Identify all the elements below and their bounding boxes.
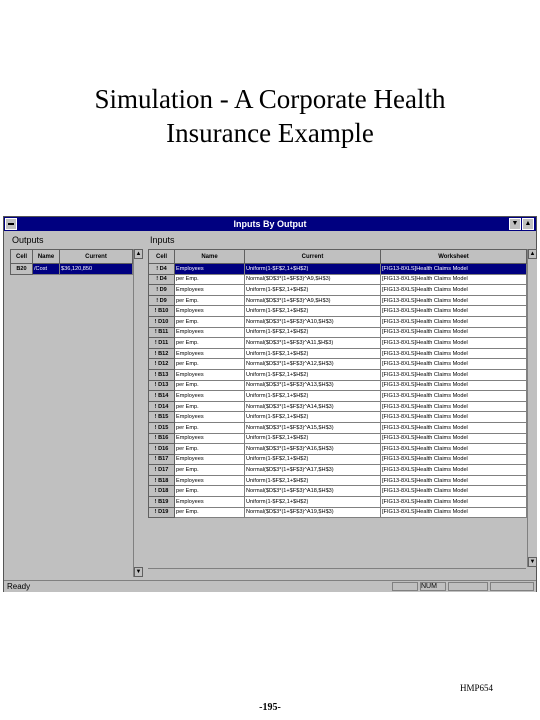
input-name[interactable]: Employees [175, 264, 245, 275]
input-current[interactable]: Uniform(1-$F$2,1+$H$2) [245, 285, 381, 296]
empty-cell [11, 534, 33, 544]
status-box [490, 582, 534, 591]
inputs-header-row [149, 250, 527, 264]
input-current[interactable]: Normal($D$3*(1+$F$3)^A12,$H$3) [245, 359, 381, 370]
input-worksheet[interactable]: [FIG13-8XLS]Health Claims Model [381, 295, 527, 306]
scroll-up-icon[interactable]: ▲ [135, 251, 142, 257]
empty-row [11, 284, 133, 294]
empty-row [11, 476, 133, 486]
empty-cell [33, 447, 60, 457]
input-worksheet[interactable]: [FIG13-8XLS]Health Claims Model [381, 359, 527, 370]
empty-cell [60, 486, 133, 496]
empty-cell [33, 274, 60, 284]
input-name[interactable]: per Emp. [175, 422, 245, 433]
footer-code: HMP654 [460, 683, 494, 693]
empty-cell [33, 562, 60, 572]
input-worksheet[interactable]: [FIG13-8XLS]Health Claims Model [381, 369, 527, 380]
empty-cell [11, 457, 33, 467]
empty-cell [11, 303, 33, 313]
table-row[interactable] [149, 264, 527, 275]
empty-cell [60, 476, 133, 486]
outputs-col-cell[interactable]: Cell [11, 250, 33, 264]
empty-row [11, 466, 133, 476]
scroll-down-icon[interactable]: ▼ [135, 569, 142, 575]
minimize-icon[interactable]: ▼ [509, 218, 521, 230]
scroll-up-icon[interactable]: ▲ [529, 251, 536, 257]
input-worksheet[interactable]: [FIG13-8XLS]Health Claims Model [381, 433, 527, 444]
input-cell[interactable]: ! B16 [149, 433, 175, 444]
empty-cell [11, 332, 33, 342]
empty-row [11, 562, 133, 572]
input-current[interactable]: Normal($D$3*(1+$F$3)^A13,$H$3) [245, 380, 381, 391]
empty-cell [11, 351, 33, 361]
input-cell[interactable]: ! D4 [149, 274, 175, 285]
input-current[interactable]: Normal($D$3*(1+$F$3)^A17,$H$3) [245, 465, 381, 476]
input-cell[interactable]: ! D12 [149, 359, 175, 370]
empty-cell [33, 371, 60, 381]
input-cell[interactable]: ! D9 [149, 285, 175, 296]
empty-cell [33, 399, 60, 409]
input-worksheet[interactable]: [FIG13-8XLS]Health Claims Model [381, 338, 527, 349]
empty-cell [11, 486, 33, 496]
outputs-header-row [11, 250, 133, 264]
input-current[interactable]: Normal($D$3*(1+$F$3)^A10,$H$3) [245, 316, 381, 327]
empty-cell [11, 476, 33, 486]
input-name[interactable]: Employees [175, 306, 245, 317]
input-worksheet[interactable]: [FIG13-8XLS]Health Claims Model [381, 454, 527, 465]
empty-cell [11, 514, 33, 524]
status-bar [4, 580, 536, 592]
input-current[interactable]: Uniform(1-$F$2,1+$H$2) [245, 264, 381, 275]
input-current[interactable]: Uniform(1-$F$2,1+$H$2) [245, 327, 381, 338]
empty-cell [60, 438, 133, 448]
inputs-col-name[interactable]: Name [175, 250, 245, 264]
input-worksheet[interactable]: [FIG13-8XLS]Health Claims Model [381, 306, 527, 317]
empty-cell [60, 390, 133, 400]
empty-cell [60, 294, 133, 304]
input-current[interactable]: Uniform(1-$F$2,1+$H$2) [245, 306, 381, 317]
slide-title [0, 82, 540, 150]
empty-cell [60, 342, 133, 352]
input-worksheet[interactable]: [FIG13-8XLS]Health Claims Model [381, 348, 527, 359]
empty-cell [33, 380, 60, 390]
inputs-horizontal-scrollbar[interactable] [148, 568, 526, 577]
input-cell[interactable]: ! D18 [149, 486, 175, 497]
empty-row [11, 342, 133, 352]
input-current[interactable]: Normal($D$3*(1+$F$3)^A9,$H$3) [245, 274, 381, 285]
output-current[interactable]: $36,120,850 [60, 264, 133, 275]
input-worksheet[interactable]: [FIG13-8XLS]Health Claims Model [381, 465, 527, 476]
outputs-label: Outputs [12, 235, 44, 245]
outputs-col-current[interactable]: Current [60, 250, 133, 264]
empty-cell [33, 332, 60, 342]
output-name[interactable]: /Cost [33, 264, 60, 275]
inputs-col-cell[interactable]: Cell [149, 250, 175, 264]
empty-row [11, 419, 133, 429]
empty-cell [60, 274, 133, 284]
empty-row [11, 553, 133, 563]
empty-cell [33, 361, 60, 371]
empty-cell [11, 342, 33, 352]
empty-row [11, 514, 133, 524]
status-text: Ready [7, 582, 31, 591]
input-worksheet[interactable]: [FIG13-8XLS]Health Claims Model [381, 391, 527, 402]
input-name[interactable]: per Emp. [175, 359, 245, 370]
empty-cell [60, 534, 133, 544]
input-cell[interactable]: ! D4 [149, 264, 175, 275]
input-cell[interactable]: ! D9 [149, 295, 175, 306]
window-title: Inputs By Output [233, 219, 307, 229]
table-row[interactable] [149, 454, 527, 465]
empty-row [11, 505, 133, 515]
table-row[interactable] [149, 433, 527, 444]
input-current[interactable]: Normal($D$3*(1+$F$3)^A11,$H$3) [245, 338, 381, 349]
input-current[interactable]: Normal($D$3*(1+$F$3)^A14,$H$3) [245, 401, 381, 412]
empty-cell [33, 505, 60, 515]
empty-cell [60, 514, 133, 524]
empty-cell [11, 505, 33, 515]
empty-cell [33, 409, 60, 419]
maximize-icon[interactable]: ▲ [522, 218, 534, 230]
empty-row [11, 428, 133, 438]
inputs-label: Inputs [150, 235, 175, 245]
input-current[interactable]: Uniform(1-$F$2,1+$H$2) [245, 475, 381, 486]
input-cell[interactable]: ! B18 [149, 475, 175, 486]
empty-cell [60, 371, 133, 381]
empty-row [11, 486, 133, 496]
input-cell[interactable]: ! B12 [149, 348, 175, 359]
empty-cell [33, 543, 60, 553]
input-name[interactable]: Employees [175, 285, 245, 296]
empty-cell [60, 495, 133, 505]
table-row[interactable] [149, 327, 527, 338]
empty-row [11, 390, 133, 400]
inputs-scrollbar[interactable] [527, 249, 537, 567]
input-name[interactable]: per Emp. [175, 507, 245, 518]
crystal-ball-window [3, 216, 537, 592]
empty-cell [11, 543, 33, 553]
empty-cell [33, 419, 60, 429]
empty-cell [60, 313, 133, 323]
empty-cell [33, 534, 60, 544]
input-worksheet[interactable]: [FIG13-8XLS]Health Claims Model [381, 274, 527, 285]
input-worksheet[interactable]: [FIG13-8XLS]Health Claims Model [381, 401, 527, 412]
empty-cell [60, 332, 133, 342]
empty-cell [33, 495, 60, 505]
outputs-col-name[interactable]: Name [33, 250, 60, 264]
slide-title-line-1: Simulation - A Corporate Health [94, 84, 446, 114]
input-name[interactable]: Employees [175, 497, 245, 508]
empty-cell [60, 457, 133, 467]
input-name[interactable]: per Emp. [175, 295, 245, 306]
empty-cell [60, 428, 133, 438]
input-current[interactable]: Uniform(1-$F$2,1+$H$2) [245, 348, 381, 359]
status-num: NUM [420, 582, 446, 591]
empty-cell [33, 514, 60, 524]
input-cell[interactable]: ! B14 [149, 391, 175, 402]
table-row[interactable] [149, 369, 527, 380]
empty-cell [60, 447, 133, 457]
empty-row [11, 351, 133, 361]
empty-row [11, 371, 133, 381]
input-cell[interactable]: ! D15 [149, 422, 175, 433]
table-row[interactable] [149, 338, 527, 349]
input-worksheet[interactable]: [FIG13-8XLS]Health Claims Model [381, 507, 527, 518]
input-name[interactable]: Employees [175, 412, 245, 423]
input-cell[interactable]: ! B17 [149, 454, 175, 465]
window-titlebar [4, 217, 536, 231]
page-number: -195- [259, 702, 281, 713]
empty-cell [11, 361, 33, 371]
table-row[interactable] [149, 497, 527, 508]
input-name[interactable]: per Emp. [175, 465, 245, 476]
empty-cell [60, 284, 133, 294]
empty-cell [11, 562, 33, 572]
empty-row [11, 543, 133, 553]
input-name[interactable]: per Emp. [175, 401, 245, 412]
empty-row [11, 323, 133, 333]
inputs-col-current[interactable]: Current [245, 250, 381, 264]
input-cell[interactable]: ! D13 [149, 380, 175, 391]
table-row[interactable] [149, 380, 527, 391]
empty-cell [60, 419, 133, 429]
empty-cell [60, 409, 133, 419]
table-row[interactable] [149, 285, 527, 296]
input-cell[interactable]: ! B10 [149, 306, 175, 317]
table-row[interactable] [149, 486, 527, 497]
empty-row [11, 332, 133, 342]
input-name[interactable]: per Emp. [175, 338, 245, 349]
empty-row [11, 274, 133, 284]
empty-cell [11, 371, 33, 381]
input-cell[interactable]: ! D17 [149, 465, 175, 476]
empty-cell [33, 323, 60, 333]
input-current[interactable]: Uniform(1-$F$2,1+$H$2) [245, 454, 381, 465]
outputs-pane [6, 233, 142, 579]
input-current[interactable]: Uniform(1-$F$2,1+$H$2) [245, 412, 381, 423]
scroll-down-icon[interactable]: ▼ [529, 559, 536, 565]
empty-row [11, 409, 133, 419]
empty-row [11, 495, 133, 505]
empty-cell [33, 476, 60, 486]
empty-cell [60, 361, 133, 371]
table-row[interactable] [149, 274, 527, 285]
input-current[interactable]: Normal($D$3*(1+$F$3)^A15,$H$3) [245, 422, 381, 433]
empty-cell [11, 524, 33, 534]
empty-cell [33, 428, 60, 438]
slide-title-line-2: Insurance Example [166, 118, 374, 148]
input-cell[interactable]: ! D19 [149, 507, 175, 518]
status-box [392, 582, 418, 591]
table-row[interactable] [149, 475, 527, 486]
empty-cell [33, 486, 60, 496]
empty-cell [60, 543, 133, 553]
empty-cell [11, 390, 33, 400]
input-name[interactable]: Employees [175, 433, 245, 444]
empty-cell [11, 409, 33, 419]
empty-cell [11, 466, 33, 476]
input-name[interactable]: Employees [175, 475, 245, 486]
input-cell[interactable]: ! D14 [149, 401, 175, 412]
empty-cell [60, 553, 133, 563]
inputs-pane [144, 233, 536, 579]
empty-cell [60, 323, 133, 333]
input-worksheet[interactable]: [FIG13-8XLS]Health Claims Model [381, 412, 527, 423]
input-current[interactable]: Normal($D$3*(1+$F$3)^A19,$H$3) [245, 507, 381, 518]
empty-row [11, 313, 133, 323]
empty-cell [33, 303, 60, 313]
empty-cell [60, 303, 133, 313]
input-cell[interactable]: ! B15 [149, 412, 175, 423]
empty-cell [33, 438, 60, 448]
input-worksheet[interactable]: [FIG13-8XLS]Health Claims Model [381, 422, 527, 433]
input-worksheet[interactable]: [FIG13-8XLS]Health Claims Model [381, 285, 527, 296]
empty-cell [11, 419, 33, 429]
input-worksheet[interactable]: [FIG13-8XLS]Health Claims Model [381, 475, 527, 486]
input-name[interactable]: Employees [175, 391, 245, 402]
input-current[interactable]: Uniform(1-$F$2,1+$H$2) [245, 433, 381, 444]
empty-cell [33, 457, 60, 467]
input-cell[interactable]: ! D10 [149, 316, 175, 327]
empty-cell [33, 313, 60, 323]
input-name[interactable]: Employees [175, 327, 245, 338]
empty-row [11, 447, 133, 457]
input-current[interactable]: Uniform(1-$F$2,1+$H$2) [245, 391, 381, 402]
input-current[interactable]: Uniform(1-$F$2,1+$H$2) [245, 497, 381, 508]
input-worksheet[interactable]: [FIG13-8XLS]Health Claims Model [381, 380, 527, 391]
empty-cell [33, 553, 60, 563]
input-cell[interactable]: ! B13 [149, 369, 175, 380]
table-row[interactable] [149, 444, 527, 455]
empty-row [11, 303, 133, 313]
empty-cell [33, 390, 60, 400]
empty-cell [11, 274, 33, 284]
empty-cell [11, 438, 33, 448]
empty-cell [60, 524, 133, 534]
input-name[interactable]: per Emp. [175, 380, 245, 391]
input-name[interactable]: per Emp. [175, 274, 245, 285]
input-worksheet[interactable]: [FIG13-8XLS]Health Claims Model [381, 497, 527, 508]
input-worksheet[interactable]: [FIG13-8XLS]Health Claims Model [381, 444, 527, 455]
empty-cell [11, 380, 33, 390]
input-current[interactable]: Uniform(1-$F$2,1+$H$2) [245, 369, 381, 380]
table-row[interactable] [149, 348, 527, 359]
empty-row [11, 399, 133, 409]
input-cell[interactable]: ! D11 [149, 338, 175, 349]
inputs-col-worksheet[interactable]: Worksheet [381, 250, 527, 264]
input-worksheet[interactable]: [FIG13-8XLS]Health Claims Model [381, 486, 527, 497]
table-row[interactable] [149, 316, 527, 327]
table-row[interactable] [149, 412, 527, 423]
input-current[interactable]: Normal($D$3*(1+$F$3)^A18,$H$3) [245, 486, 381, 497]
empty-cell [60, 351, 133, 361]
table-row[interactable] [149, 306, 527, 317]
input-name[interactable]: per Emp. [175, 316, 245, 327]
empty-row [11, 361, 133, 371]
empty-cell [60, 399, 133, 409]
empty-row [11, 457, 133, 467]
empty-cell [33, 342, 60, 352]
table-row[interactable] [11, 264, 133, 275]
empty-cell [33, 524, 60, 534]
input-name[interactable]: Employees [175, 454, 245, 465]
outputs-scrollbar[interactable] [133, 249, 143, 577]
empty-cell [33, 351, 60, 361]
empty-cell [60, 466, 133, 476]
input-cell[interactable]: ! B19 [149, 497, 175, 508]
inputs-grid [148, 249, 526, 518]
input-name[interactable]: per Emp. [175, 444, 245, 455]
empty-cell [33, 294, 60, 304]
input-cell[interactable]: ! D16 [149, 444, 175, 455]
empty-row [11, 524, 133, 534]
status-box [448, 582, 488, 591]
empty-cell [33, 466, 60, 476]
empty-cell [11, 323, 33, 333]
empty-row [11, 534, 133, 544]
empty-cell [11, 284, 33, 294]
input-name[interactable]: Employees [175, 348, 245, 359]
table-row[interactable] [149, 465, 527, 476]
empty-cell [11, 294, 33, 304]
table-row[interactable] [149, 295, 527, 306]
input-cell[interactable]: ! B11 [149, 327, 175, 338]
empty-cell [11, 399, 33, 409]
empty-cell [11, 313, 33, 323]
outputs-grid [10, 249, 132, 591]
empty-row [11, 294, 133, 304]
empty-cell [33, 284, 60, 294]
input-name[interactable]: Employees [175, 369, 245, 380]
output-cell[interactable]: B20 [11, 264, 33, 275]
empty-cell [11, 447, 33, 457]
empty-cell [11, 428, 33, 438]
input-worksheet[interactable]: [FIG13-8XLS]Health Claims Model [381, 327, 527, 338]
empty-row [11, 380, 133, 390]
empty-cell [11, 553, 33, 563]
input-worksheet[interactable]: [FIG13-8XLS]Health Claims Model [381, 264, 527, 275]
table-row[interactable] [149, 401, 527, 412]
input-worksheet[interactable]: [FIG13-8XLS]Health Claims Model [381, 316, 527, 327]
table-row[interactable] [149, 507, 527, 518]
empty-cell [60, 562, 133, 572]
table-row[interactable] [149, 359, 527, 370]
input-current[interactable]: Normal($D$3*(1+$F$3)^A9,$H$3) [245, 295, 381, 306]
input-name[interactable]: per Emp. [175, 486, 245, 497]
empty-row [11, 438, 133, 448]
table-row[interactable] [149, 391, 527, 402]
empty-cell [60, 380, 133, 390]
input-current[interactable]: Normal($D$3*(1+$F$3)^A16,$H$3) [245, 444, 381, 455]
empty-cell [11, 495, 33, 505]
table-row[interactable] [149, 422, 527, 433]
empty-cell [60, 505, 133, 515]
